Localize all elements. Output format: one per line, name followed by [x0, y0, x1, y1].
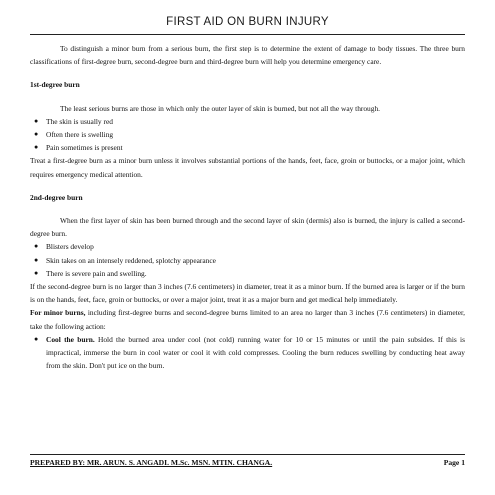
bullet-icon: ● [34, 143, 39, 152]
list-item: ● The skin is usually red [30, 115, 465, 128]
first-degree-treatment: Treat a first-degree burn as a minor burn unless it involves substantial portions of the hands, feet, face, groin or buttocks, or a major joint, which requires emergency medical attention. [30, 156, 465, 179]
list-item: ● Blisters develop [30, 240, 465, 253]
first-degree-symptom-list [30, 115, 465, 155]
second-degree-paragraph: When the first layer of skin has been burned through and the second layer of skin (dermis) also is burned, the injury is called a second-degree burn. [30, 216, 465, 239]
footer-divider [30, 454, 465, 455]
second-degree-heading: 2nd-degree burn [30, 192, 83, 202]
list-item: ● There is severe pain and swelling. [30, 267, 465, 280]
list-item: ● Often there is swelling [30, 128, 465, 141]
action-text: Hold the burned area under cool (not cold) running water for 10 or 15 minutes or until the pain subsides. If this is impractical, immerse the burn in cool water or cool it with cold compresses. Cooling the burn reduces swelling by conducting heat away from the skin. Don't put ice on the burn. [46, 334, 465, 371]
first-degree-paragraph: The least serious burns are those in which only the outer layer of skin is burned, but not all the way through. [60, 103, 380, 113]
first-degree-heading: 1st-degree burn [30, 80, 80, 90]
intro-paragraph: To distinguish a minor burn from a serious burn, the first step is to determine the extent of damage to body tissues. The three burn classifications of first-degree burn, second-degree burn and third-degree burn will help you determine emergency care. [30, 44, 465, 67]
list-item: ● Skin takes on an intensely reddened, splotchy appearance [30, 254, 465, 267]
bullet-icon: ● [34, 255, 39, 264]
minor-burns-lead: For minor burns, [30, 308, 86, 318]
bullet-icon: ● [34, 268, 39, 277]
bullet-icon: ● [34, 242, 39, 251]
bullet-icon: ● [34, 334, 39, 343]
bullet-icon: ● [34, 116, 39, 125]
author-credit: PREPARED BY: MR. ARUN. S. ANGADI. M.Sc. MSN. MTIN. CHANGA. [30, 458, 273, 467]
header-divider [30, 34, 465, 35]
second-degree-symptom-list [30, 240, 465, 280]
minor-burn-actions-list [30, 333, 465, 373]
page-title: FIRST AID ON BURN INJURY [166, 16, 329, 28]
list-item: ● Pain sometimes is present [30, 141, 465, 154]
minor-burns-paragraph [30, 306, 465, 332]
list-item [30, 333, 465, 373]
second-degree-treatment: If the second-degree burn is no larger than 3 inches (7.6 centimeters) in diameter, treat it as a minor burn. If the burned area is larger or if the burn is on the hands, feet, face, groin or buttocks, or over a major joint, treat it as a major burn and get medical help immediately. [30, 282, 465, 305]
bullet-icon: ● [34, 130, 39, 139]
action-title: Cool the burn. [46, 334, 95, 344]
page-number: Page 1 [443, 458, 465, 467]
minor-burns-text: including first-degree burns and second-degree burns limited to an area no larger than 3 inches (7.6 centimeters) in diameter, take the following action: [30, 308, 465, 331]
document-body [30, 42, 465, 372]
